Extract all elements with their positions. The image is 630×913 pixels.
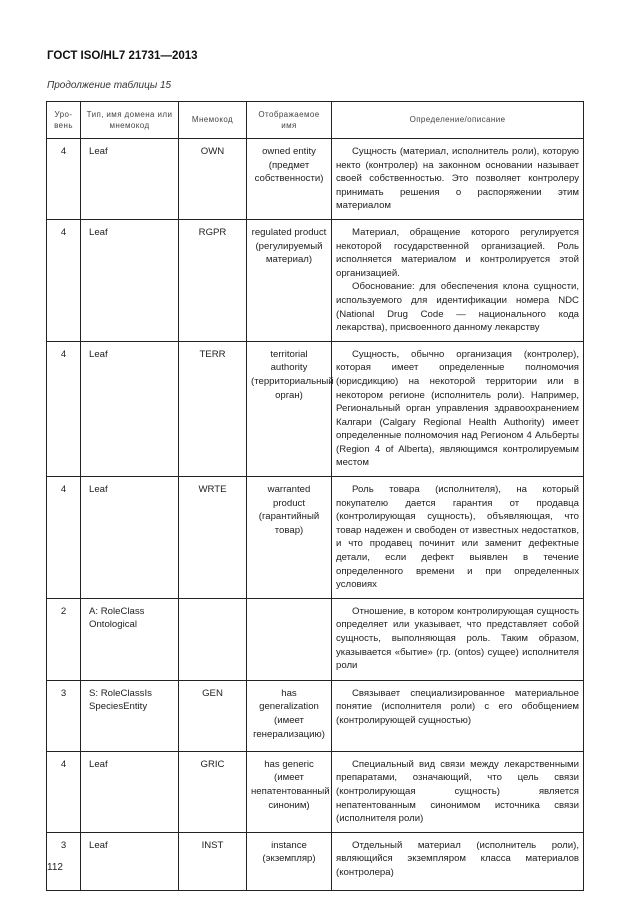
- page-number: 112: [47, 862, 63, 873]
- cell-name: [247, 598, 332, 680]
- cell-code: RGPR: [179, 219, 247, 341]
- description-paragraph: Материал, обращение которого регулируется некоторой государственной организацией. Роль исполняется материалом и контролируется этой организацией.: [336, 226, 579, 279]
- cell-type: Leaf: [81, 139, 179, 220]
- description-paragraph: Отдельный материал (исполнитель роли), являющийся экземпляром класса материалов (контролера): [336, 839, 579, 878]
- cell-name: territorial authority (территориальный орган): [247, 341, 332, 476]
- cell-code: OWN: [179, 139, 247, 220]
- cell-description: [332, 341, 584, 476]
- standard-header: ГОСТ ISO/HL7 21731—2013: [47, 50, 198, 62]
- cell-code: GRIC: [179, 751, 247, 832]
- table-row: [47, 341, 584, 476]
- table-header-row: [47, 102, 584, 139]
- table-row: [47, 598, 584, 680]
- cell-level: 4: [47, 341, 81, 476]
- description-paragraph: Сущность, обычно организация (контролер), которая имеет определенные полномочия (юрисдикцию) на некоторой территории или в некотором регионе (исполнитель роли). Например, Региональный орган управления здравоохранением Калгари (Calgary Regional Health Authority) имеет определенные полномочия над Регионом 4 Альберты (Region 4 of Alberta), являющимся контролируемым местом: [336, 348, 579, 469]
- table-caption: Продолжение таблицы 15: [47, 80, 172, 91]
- cell-type: Leaf: [81, 219, 179, 341]
- col-header-code: Мнемокод: [179, 102, 247, 139]
- definitions-table: [46, 101, 584, 891]
- cell-code: TERR: [179, 341, 247, 476]
- table-row: [47, 477, 584, 599]
- cell-description: [332, 598, 584, 680]
- table-row: [47, 680, 584, 751]
- cell-description: [332, 219, 584, 341]
- description-paragraph: Специальный вид связи между лекарственными препаратами, означающий, что цель связи (контролирующая сущность) является непатентованным синонимом источника связи (исполнителя роли): [336, 758, 579, 825]
- table-row: [47, 219, 584, 341]
- cell-level: 4: [47, 477, 81, 599]
- cell-type: Leaf: [81, 751, 179, 832]
- cell-level: 4: [47, 139, 81, 220]
- description-paragraph: Отношение, в котором контролирующая сущность определяет или указывает, что представляет собой сущность, выполняющая роль. Таким образом, указывается «бытие» (гр. (ontos) сущее) исполнителя роли: [336, 605, 579, 672]
- table-row: [47, 751, 584, 832]
- cell-type: Leaf: [81, 832, 179, 890]
- col-header-description: Определение/описание: [332, 102, 584, 139]
- col-header-type: Тип, имя домена или мнемокод: [81, 102, 179, 139]
- cell-description: [332, 680, 584, 751]
- cell-type: Leaf: [81, 341, 179, 476]
- table-row: [47, 139, 584, 220]
- cell-code: GEN: [179, 680, 247, 751]
- cell-type: Leaf: [81, 477, 179, 599]
- cell-name: warranted product (гарантийный товар): [247, 477, 332, 599]
- cell-name: has generic (имеет непатентованный синоним): [247, 751, 332, 832]
- cell-code: [179, 598, 247, 680]
- description-paragraph: Сущность (материал, исполнитель роли), которую некто (контролер) на законном основании называет своей собственностью. Это позволяет контролеру принимать решения о распоряжении этим материалом: [336, 146, 579, 212]
- col-header-name: Отображаемое имя: [247, 102, 332, 139]
- cell-code: INST: [179, 832, 247, 890]
- cell-description: [332, 139, 584, 220]
- col-header-level: Уро-вень: [47, 102, 81, 139]
- cell-description: [332, 832, 584, 890]
- cell-level: 4: [47, 751, 81, 832]
- cell-code: WRTE: [179, 477, 247, 599]
- description-paragraph: Обоснование: для обеспечения клона сущности, используемого для идентификации номера NDC (National Drug Code — национального кода лекарства), присвоенного данному лекарству: [336, 281, 579, 334]
- description-paragraph: Роль товара (исполнителя), на который покупателю дается гарантия от продавца (контролирующая сущность), объявляющая, что товар надежен и свободен от известных недостатков, и что продавец починит или заменит дефектные детали, если дефект выявлен в течение определенного времени и при определенных условиях: [336, 484, 579, 591]
- cell-description: [332, 751, 584, 832]
- description-paragraph: Связывает специализированное материальное понятие (исполнителя роли) с его обобщением (контролирующей сущностью): [336, 687, 579, 726]
- cell-type: S: RoleClassIs SpeciesEntity: [81, 680, 179, 751]
- cell-name: has generalization (имеет генерализацию): [247, 680, 332, 751]
- table-row: [47, 832, 584, 890]
- cell-type: A: RoleClass Ontological: [81, 598, 179, 680]
- cell-level: 4: [47, 219, 81, 341]
- cell-name: instance (экземпляр): [247, 832, 332, 890]
- cell-description: [332, 477, 584, 599]
- cell-level: 3: [47, 832, 81, 890]
- cell-name: regulated product (регулируемый материал): [247, 219, 332, 341]
- cell-level: 3: [47, 680, 81, 751]
- cell-name: owned entity (предмет собственности): [247, 139, 332, 220]
- cell-level: 2: [47, 598, 81, 680]
